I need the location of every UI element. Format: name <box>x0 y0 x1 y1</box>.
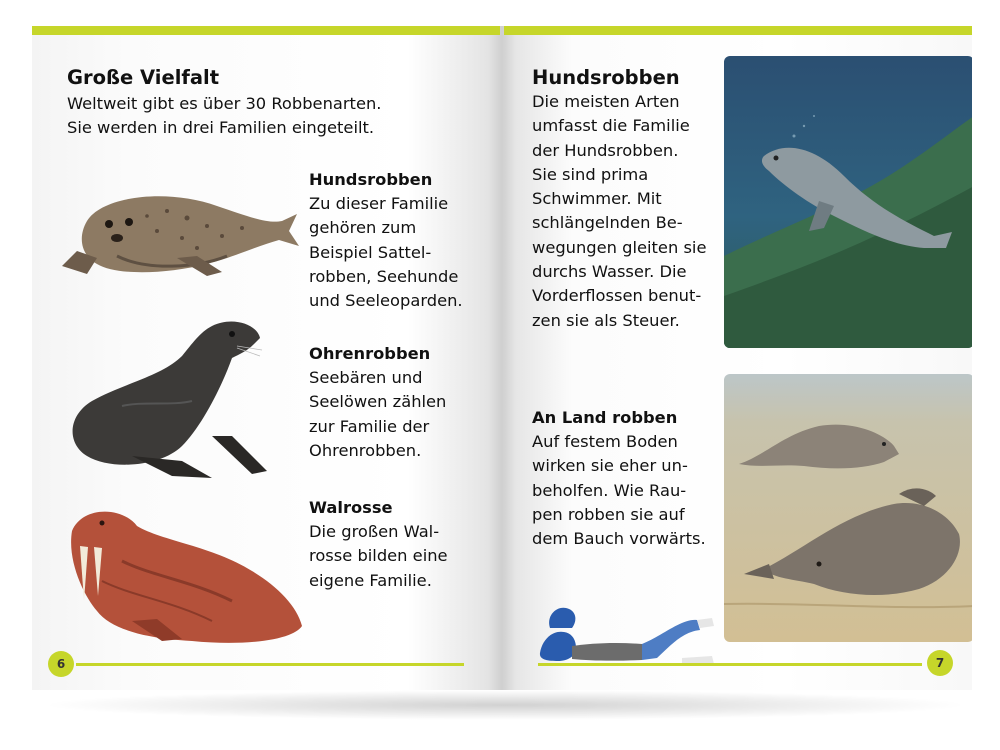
family-text-ohrenrobben: Seebären und Seelöwen zählen zur Familie der Ohrenrobben. <box>309 368 447 460</box>
intro-text: Weltweit gibt es über 30 Robbenarten. Sie werden in drei Familien eingeteilt. <box>67 94 382 138</box>
section-heading-hundsrobben: Hundsrobben <box>532 66 680 89</box>
top-accent-bar <box>32 26 500 35</box>
family-text-walrosse: Die großen Wal- rosse bilden eine eigene Familie. <box>309 522 448 590</box>
underwater-seal-painting <box>724 56 972 348</box>
kid-lying-illustration <box>532 598 722 668</box>
beach-seals-painting <box>724 374 972 642</box>
section-text-hundsrobben: Die meisten Arten umfasst die Familie der Hundsrobben. Sie sind prima Schwimmer. Mit schlängelnden Be- wegungen gleiten sie durchs Wasser. Die Vorderflossen benut- zen sie als Steuer. <box>532 92 707 330</box>
footer-line-left <box>76 663 464 666</box>
family-heading-ohrenrobben: Ohrenrobben <box>309 344 431 363</box>
walrus-illustration <box>62 501 312 646</box>
sea-lion-illustration <box>62 306 272 481</box>
page-number-left: 6 <box>48 651 74 677</box>
right-page <box>502 26 972 690</box>
book-shadow <box>40 690 970 720</box>
section-heading-an-land: An Land robben <box>532 408 678 427</box>
harbor-seal-illustration <box>57 176 302 281</box>
page-title: Große Vielfalt <box>67 66 220 89</box>
family-heading-walrosse: Walrosse <box>309 498 393 517</box>
left-page <box>32 26 502 690</box>
family-heading-hundsrobben: Hundsrobben <box>309 170 433 189</box>
top-accent-bar <box>504 26 972 35</box>
family-text-hundsrobben: Zu dieser Familie gehören zum Beispiel Sattel- robben, Seehunde und Seeleoparden. <box>309 194 463 311</box>
page-number-right: 7 <box>927 650 953 676</box>
section-text-an-land: Auf festem Boden wirken sie eher un- beholfen. Wie Rau- pen robben sie auf dem Bauch vorwärts. <box>532 432 706 549</box>
footer-line-right <box>538 663 922 666</box>
